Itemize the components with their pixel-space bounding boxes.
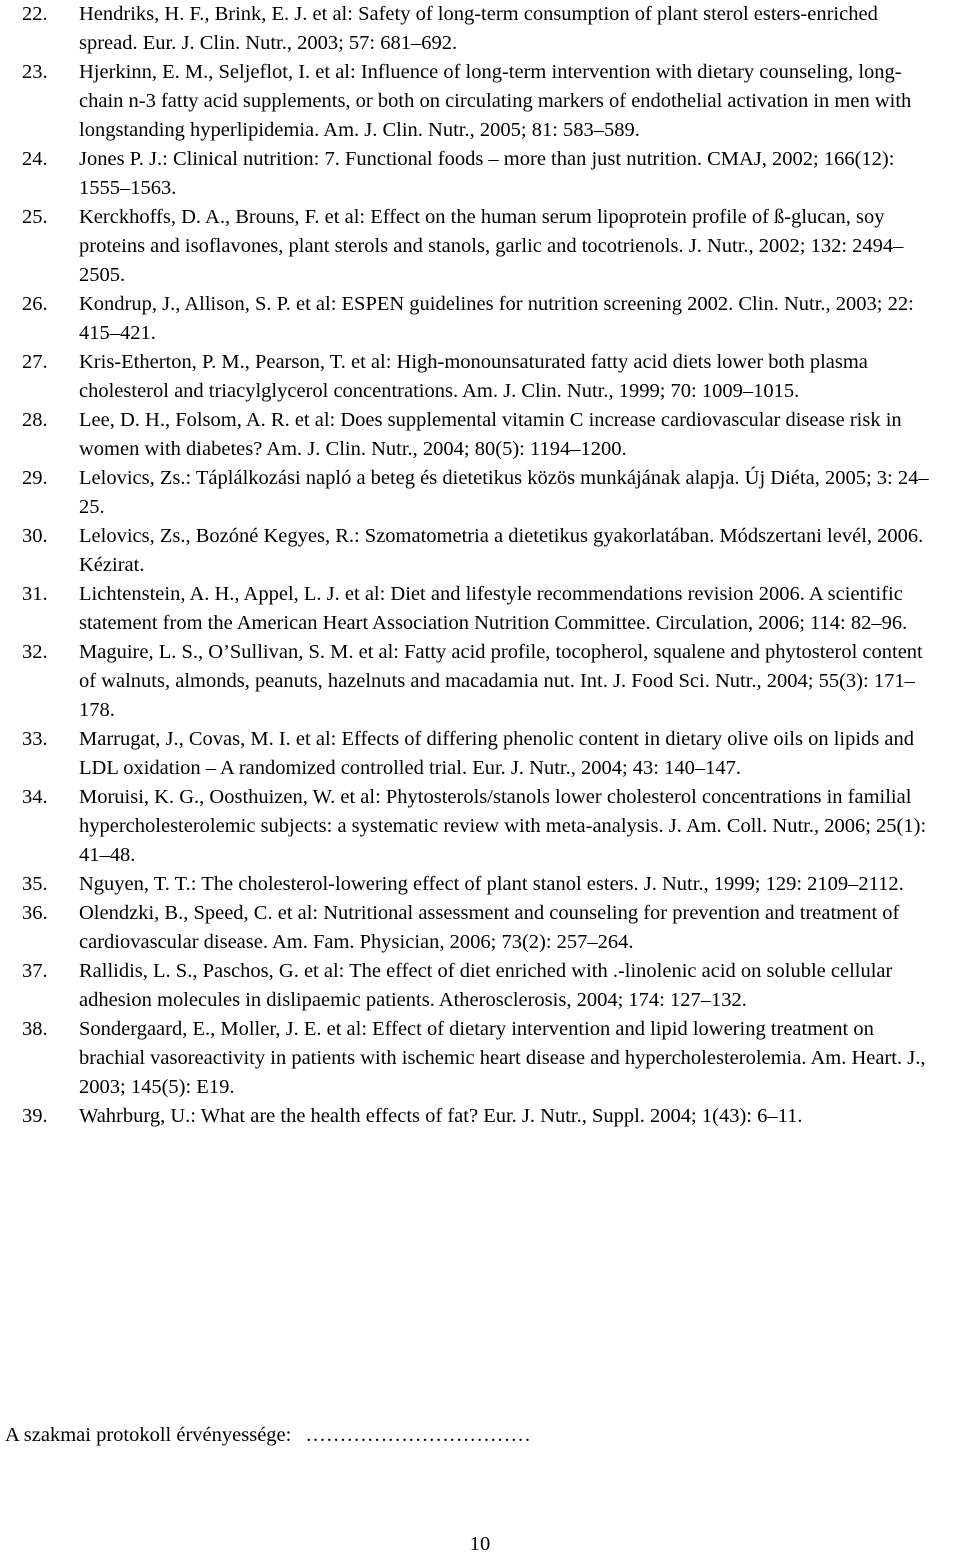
reference-text: Lelovics, Zs.: Táplálkozási napló a beteg és dietetikus közös munkájának alapja. Új Diéta, 2005; 3: 24–25.: [79, 467, 929, 518]
reference-item: [0, 638, 960, 725]
reference-number: 22.: [22, 3, 48, 25]
reference-text: Hjerkinn, E. M., Seljeflot, I. et al: Influence of long-term intervention with dietary counseling, long-chain n-3 fatty acid supplements, or both on circulating markers of endothelial activation in men with longstanding hyperlipidemia. Am. J. Clin. Nutr., 2005; 81: 583–589.: [79, 61, 912, 141]
reference-item: [0, 203, 960, 290]
reference-text: Kerckhoffs, D. A., Brouns, F. et al: Effect on the human serum lipoprotein profile of ß-glucan, soy proteins and isoflavones, plant sterols and stanols, garlic and tocotrienols. J. Nutr., 2002; 132: 2494–2505.: [79, 206, 904, 286]
reference-item: [0, 145, 960, 203]
reference-text: Maguire, L. S., O’Sullivan, S. M. et al: Fatty acid profile, tocopherol, squalene and phytosterol content of walnuts, almonds, peanuts, hazelnuts and macadamia nut. Int. J. Food Sci. Nutr., 2004; 55(3): 171–178.: [79, 641, 923, 721]
reference-number: 37.: [22, 960, 48, 982]
reference-number: 29.: [22, 467, 48, 489]
reference-item: [0, 580, 960, 638]
page-number: 10: [469, 1533, 491, 1555]
reference-item: [0, 899, 960, 957]
reference-number: 32.: [22, 641, 48, 663]
reference-item: [0, 725, 960, 783]
reference-item: [0, 783, 960, 870]
reference-item: [0, 0, 960, 58]
reference-text: Marrugat, J., Covas, M. I. et al: Effects of differing phenolic content in dietary olive oils on lipids and LDL oxidation – A randomized controlled trial. Eur. J. Nutr., 2004; 43: 140–147.: [79, 728, 915, 779]
reference-number: 38.: [22, 1018, 48, 1040]
reference-item: [0, 58, 960, 145]
reference-number: 28.: [22, 409, 48, 431]
reference-number: 34.: [22, 786, 48, 808]
reference-text: Rallidis, L. S., Paschos, G. et al: The effect of diet enriched with .-linolenic acid on soluble cellular adhesion molecules in dislipaemic patients. Atherosclerosis, 2004; 174: 127–132.: [79, 960, 893, 1011]
reference-text: Lichtenstein, A. H., Appel, L. J. et al: Diet and lifestyle recommendations revision 2006. A scientific statement from the American Heart Association Nutrition Committee. Circulation, 2006; 114: 82–96.: [79, 583, 908, 634]
reference-text: Jones P. J.: Clinical nutrition: 7. Functional foods – more than just nutrition. CMAJ, 2002; 166(12): 1555–1563.: [79, 148, 895, 199]
protocol-validity-label: A szakmai protokoll érvényessége:: [5, 1424, 292, 1446]
reference-text: Moruisi, K. G., Oosthuizen, W. et al: Phytosterols/stanols lower cholesterol concentrations in familial hypercholesterolemic subjects: a systematic review with meta-analysis. J. Am. Coll. Nutr., 2006; 25(1): 41–48.: [79, 786, 927, 866]
reference-item: [0, 957, 960, 1015]
protocol-validity-dots: ……………………………: [305, 1424, 531, 1446]
reference-text: Kris-Etherton, P. M., Pearson, T. et al: High-monounsaturated fatty acid diets lower both plasma cholesterol and triacylglycerol concentrations. Am. J. Clin. Nutr., 1999; 70: 1009–1015.: [79, 351, 868, 402]
protocol-validity-line: [5, 1421, 531, 1450]
reference-number: 33.: [22, 728, 48, 750]
reference-item: [0, 1102, 960, 1131]
reference-text: Olendzki, B., Speed, C. et al: Nutritional assessment and counseling for prevention and treatment of cardiovascular disease. Am. Fam. Physician, 2006; 73(2): 257–264.: [79, 902, 900, 953]
reference-item: [0, 348, 960, 406]
reference-item: [0, 406, 960, 464]
reference-number: 26.: [22, 293, 48, 315]
reference-number: 23.: [22, 61, 48, 83]
reference-number: 36.: [22, 902, 48, 924]
reference-item: [0, 522, 960, 580]
reference-item: [0, 290, 960, 348]
reference-number: 27.: [22, 351, 48, 373]
reference-number: 25.: [22, 206, 48, 228]
reference-number: 39.: [22, 1105, 48, 1127]
reference-text: Kondrup, J., Allison, S. P. et al: ESPEN guidelines for nutrition screening 2002. Clin. Nutr., 2003; 22: 415–421.: [79, 293, 914, 344]
reference-item: [0, 464, 960, 522]
reference-item: [0, 870, 960, 899]
reference-text: Nguyen, T. T.: The cholesterol-lowering effect of plant stanol esters. J. Nutr., 1999; 129: 2109–2112.: [79, 873, 904, 895]
reference-text: Sondergaard, E., Moller, J. E. et al: Effect of dietary intervention and lipid lowering treatment on brachial vasoreactivity in patients with ischemic heart disease and hypercholesterolemia. Am. Heart. J., 2003; 145(5): E19.: [79, 1018, 926, 1098]
reference-item: [0, 1015, 960, 1102]
reference-text: Wahrburg, U.: What are the health effects of fat? Eur. J. Nutr., Suppl. 2004; 1(43): 6–11.: [79, 1105, 803, 1127]
reference-number: 24.: [22, 148, 48, 170]
reference-text: Lee, D. H., Folsom, A. R. et al: Does supplemental vitamin C increase cardiovascular disease risk in women with diabetes? Am. J. Clin. Nutr., 2004; 80(5): 1194–1200.: [79, 409, 902, 460]
reference-text: Hendriks, H. F., Brink, E. J. et al: Safety of long-term consumption of plant sterol esters-enriched spread. Eur. J. Clin. Nutr., 2003; 57: 681–692.: [79, 3, 878, 54]
reference-text: Lelovics, Zs., Bozóné Kegyes, R.: Szomatometria a dietetikus gyakorlatában. Módszertani levél, 2006. Kézirat.: [79, 525, 924, 576]
reference-number: 35.: [22, 873, 48, 895]
reference-number: 31.: [22, 583, 48, 605]
reference-number: 30.: [22, 525, 48, 547]
